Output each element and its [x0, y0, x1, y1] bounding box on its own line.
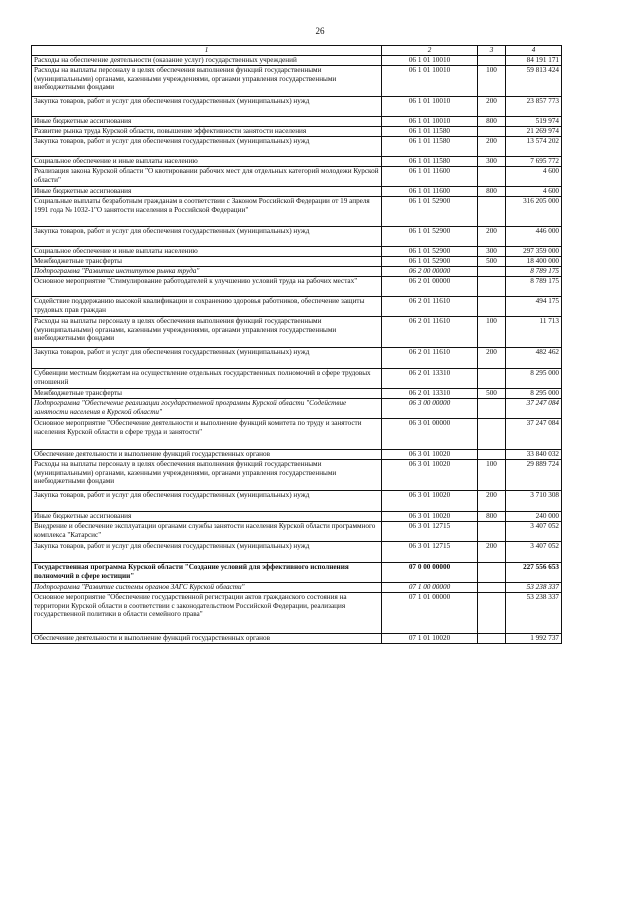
- table-row: [32, 634, 562, 644]
- table-row: [32, 450, 562, 460]
- row-code-cell: 06 2 01 13310: [382, 369, 478, 389]
- row-name-cell: Расходы на выплаты персоналу в целях обеспечения выполнения функций государственными (муниципальными) органами, казенными учреждениями, органами управления государственными внебюджетными фондами: [32, 66, 382, 97]
- row-amount-cell: 494 175: [506, 297, 562, 317]
- row-kind-cell: 200: [478, 227, 506, 247]
- row-name-cell: Внедрение и обеспечение эксплуатации органами службы занятости населения Курской области программного комплекса "Катарсис": [32, 522, 382, 542]
- row-code-cell: 06 1 01 10010: [382, 97, 478, 117]
- row-amount-cell: 53 238 337: [506, 583, 562, 593]
- row-amount-cell: 18 400 000: [506, 257, 562, 267]
- row-amount-cell: 297 359 000: [506, 247, 562, 257]
- row-code-cell: 06 3 01 10020: [382, 460, 478, 491]
- row-amount-cell: 482 462: [506, 348, 562, 369]
- row-name-cell: Социальное обеспечение и иные выплаты населению: [32, 157, 382, 167]
- row-kind-cell: 200: [478, 491, 506, 512]
- row-amount-cell: 84 191 171: [506, 56, 562, 66]
- row-amount-cell: 7 695 772: [506, 157, 562, 167]
- row-code-cell: 06 1 01 11600: [382, 187, 478, 197]
- row-amount-cell: 37 247 084: [506, 399, 562, 419]
- table-row: [32, 127, 562, 137]
- row-kind-cell: [478, 167, 506, 187]
- row-code-cell: 06 1 01 52900: [382, 257, 478, 267]
- row-amount-cell: 4 600: [506, 187, 562, 197]
- row-kind-cell: [478, 127, 506, 137]
- row-code-cell: 06 2 01 11610: [382, 317, 478, 348]
- table-row: [32, 157, 562, 167]
- table-row: [32, 389, 562, 399]
- row-kind-cell: [478, 419, 506, 450]
- row-kind-cell: [478, 277, 506, 297]
- row-kind-cell: [478, 583, 506, 593]
- table-row: [32, 277, 562, 297]
- row-name-cell: Межбюджетные трансферты: [32, 257, 382, 267]
- row-kind-cell: 800: [478, 117, 506, 127]
- row-amount-cell: 316 205 000: [506, 197, 562, 227]
- row-code-cell: 06 1 01 10010: [382, 56, 478, 66]
- row-amount-cell: 519 974: [506, 117, 562, 127]
- row-kind-cell: [478, 297, 506, 317]
- row-kind-cell: 500: [478, 257, 506, 267]
- row-amount-cell: 11 713: [506, 317, 562, 348]
- row-code-cell: 07 1 01 10020: [382, 634, 478, 644]
- row-amount-cell: 37 247 084: [506, 419, 562, 450]
- row-name-cell: Закупка товаров, работ и услуг для обеспечения государственных (муниципальных) нужд: [32, 348, 382, 369]
- row-code-cell: 06 3 01 12715: [382, 542, 478, 563]
- row-name-cell: Обеспечение деятельности и выполнение функций государственных органов: [32, 634, 382, 644]
- row-code-cell: 06 1 01 10010: [382, 117, 478, 127]
- column-header-amount: 4: [506, 46, 562, 56]
- row-kind-cell: 200: [478, 97, 506, 117]
- row-kind-cell: 100: [478, 66, 506, 97]
- row-name-cell: Основное мероприятие "Обеспечение государственной регистрации актов гражданского состояния на территории Курской области в соответствии с законодательством Российской Федерации, реализация государственной политики в области семейного права": [32, 593, 382, 634]
- table-row: [32, 167, 562, 187]
- row-name-cell: Иные бюджетные ассигнования: [32, 117, 382, 127]
- row-name-cell: Государственная программа Курской области "Создание условий для эффективного исполнения полномочий в сфере юстиции": [32, 563, 382, 583]
- row-kind-cell: 300: [478, 247, 506, 257]
- row-kind-cell: [478, 634, 506, 644]
- table-row: [32, 247, 562, 257]
- table-row: [32, 512, 562, 522]
- row-code-cell: 06 3 00 00000: [382, 399, 478, 419]
- table-row: [32, 460, 562, 491]
- row-kind-cell: 300: [478, 157, 506, 167]
- row-kind-cell: 100: [478, 317, 506, 348]
- table-row: [32, 137, 562, 157]
- table-row: [32, 197, 562, 227]
- column-header-code: 2: [382, 46, 478, 56]
- row-code-cell: 06 1 01 52900: [382, 197, 478, 227]
- row-amount-cell: 3 407 052: [506, 522, 562, 542]
- row-amount-cell: 227 556 653: [506, 563, 562, 583]
- row-kind-cell: 200: [478, 137, 506, 157]
- row-kind-cell: [478, 56, 506, 66]
- row-code-cell: 06 1 01 11580: [382, 127, 478, 137]
- row-name-cell: Основное мероприятие "Стимулирование работодателей к улучшению условий труда на рабочих местах": [32, 277, 382, 297]
- row-amount-cell: 33 840 032: [506, 450, 562, 460]
- row-name-cell: Подпрограмма "Развитие институтов рынка труда": [32, 267, 382, 277]
- row-kind-cell: [478, 450, 506, 460]
- row-name-cell: Закупка товаров, работ и услуг для обеспечения государственных (муниципальных) нужд: [32, 491, 382, 512]
- row-code-cell: 06 3 01 10020: [382, 491, 478, 512]
- table-row: [32, 56, 562, 66]
- table-row: [32, 522, 562, 542]
- row-kind-cell: [478, 593, 506, 634]
- row-name-cell: Расходы на выплаты персоналу в целях обеспечения выполнения функций государственными (муниципальными) органами, казенными учреждениями, органами управления государственными внебюджетными фондами: [32, 460, 382, 491]
- row-kind-cell: [478, 563, 506, 583]
- row-name-cell: Реализация закона Курской области "О квотировании рабочих мест для отдельных категорий молодежи Курской области": [32, 167, 382, 187]
- row-code-cell: 06 3 01 12715: [382, 522, 478, 542]
- row-amount-cell: 3 710 308: [506, 491, 562, 512]
- table-row: [32, 419, 562, 450]
- table-row: [32, 97, 562, 117]
- row-amount-cell: 13 574 202: [506, 137, 562, 157]
- row-code-cell: 06 1 01 10010: [382, 66, 478, 97]
- row-kind-cell: [478, 369, 506, 389]
- row-code-cell: 06 2 01 13310: [382, 389, 478, 399]
- row-code-cell: 06 1 01 11600: [382, 167, 478, 187]
- table-row: [32, 227, 562, 247]
- row-amount-cell: 446 000: [506, 227, 562, 247]
- column-header-name: 1: [32, 46, 382, 56]
- table-row: [32, 542, 562, 563]
- row-name-cell: Закупка товаров, работ и услуг для обеспечения государственных (муниципальных) нужд: [32, 97, 382, 117]
- row-name-cell: Субвенции местным бюджетам на осуществление отдельных государственных полномочий в сфере трудовых отношений: [32, 369, 382, 389]
- row-code-cell: 06 2 01 11610: [382, 348, 478, 369]
- table-row: [32, 117, 562, 127]
- row-code-cell: 06 1 01 11580: [382, 157, 478, 167]
- table-row: [32, 187, 562, 197]
- table-row: [32, 399, 562, 419]
- row-amount-cell: 3 407 052: [506, 542, 562, 563]
- row-kind-cell: [478, 399, 506, 419]
- row-name-cell: Расходы на выплаты персоналу в целях обеспечения выполнения функций государственными (муниципальными) органами, казенными учреждениями, органами управления государственными внебюджетными фондами: [32, 317, 382, 348]
- row-name-cell: Закупка товаров, работ и услуг для обеспечения государственных (муниципальных) нужд: [32, 137, 382, 157]
- table-row: [32, 257, 562, 267]
- table-row: [32, 563, 562, 583]
- table-row: [32, 593, 562, 634]
- page-number: 26: [315, 26, 325, 36]
- table-row: [32, 491, 562, 512]
- row-code-cell: 07 0 00 00000: [382, 563, 478, 583]
- row-name-cell: Межбюджетные трансферты: [32, 389, 382, 399]
- row-amount-cell: 8 789 175: [506, 277, 562, 297]
- row-code-cell: 06 2 00 00000: [382, 267, 478, 277]
- row-name-cell: Закупка товаров, работ и услуг для обеспечения государственных (муниципальных) нужд: [32, 227, 382, 247]
- row-code-cell: 06 3 01 10020: [382, 512, 478, 522]
- row-code-cell: 06 3 01 00000: [382, 419, 478, 450]
- row-code-cell: 06 2 01 11610: [382, 297, 478, 317]
- row-name-cell: Содействие поддержанию высокой квалификации и сохранению здоровья работников, обеспечение защиты трудовых прав граждан: [32, 297, 382, 317]
- row-name-cell: Закупка товаров, работ и услуг для обеспечения государственных (муниципальных) нужд: [32, 542, 382, 563]
- row-code-cell: 06 3 01 10020: [382, 450, 478, 460]
- row-kind-cell: 200: [478, 542, 506, 563]
- row-kind-cell: 200: [478, 348, 506, 369]
- row-code-cell: 06 1 01 11580: [382, 137, 478, 157]
- table-row: [32, 317, 562, 348]
- row-kind-cell: 800: [478, 187, 506, 197]
- row-kind-cell: [478, 197, 506, 227]
- row-name-cell: Подпрограмма "Развитие системы органов ЗАГС Курской области": [32, 583, 382, 593]
- row-code-cell: 06 1 01 52900: [382, 227, 478, 247]
- row-kind-cell: 800: [478, 512, 506, 522]
- row-code-cell: 06 1 01 52900: [382, 247, 478, 257]
- table-row: [32, 583, 562, 593]
- row-kind-cell: [478, 267, 506, 277]
- table-row: [32, 297, 562, 317]
- row-amount-cell: 1 992 737: [506, 634, 562, 644]
- table-row: [32, 348, 562, 369]
- row-amount-cell: 59 813 424: [506, 66, 562, 97]
- table-row: [32, 66, 562, 97]
- row-name-cell: Расходы на обеспечение деятельности (оказание услуг) государственных учреждений: [32, 56, 382, 66]
- row-amount-cell: 53 238 337: [506, 593, 562, 634]
- row-name-cell: Социальные выплаты безработным гражданам в соответствии с Законом Российской Федерации от 19 апреля 1991 года № 1032-1"О занятости населения в Российской Федерации": [32, 197, 382, 227]
- row-name-cell: Обеспечение деятельности и выполнение функций государственных органов: [32, 450, 382, 460]
- row-amount-cell: 8 295 000: [506, 389, 562, 399]
- row-name-cell: Иные бюджетные ассигнования: [32, 187, 382, 197]
- row-amount-cell: 21 269 974: [506, 127, 562, 137]
- row-name-cell: Социальное обеспечение и иные выплаты населению: [32, 247, 382, 257]
- row-amount-cell: 8 295 000: [506, 369, 562, 389]
- budget-table: [31, 45, 562, 644]
- row-kind-cell: [478, 522, 506, 542]
- column-header-kind: 3: [478, 46, 506, 56]
- row-code-cell: 07 1 00 00000: [382, 583, 478, 593]
- row-kind-cell: 100: [478, 460, 506, 491]
- row-code-cell: 07 1 01 00000: [382, 593, 478, 634]
- row-amount-cell: 23 857 773: [506, 97, 562, 117]
- row-name-cell: Подпрограмма "Обеспечение реализации государственной программы Курской области "Содействие занятости населения в Курской области": [32, 399, 382, 419]
- table-header-row: [32, 46, 562, 56]
- row-amount-cell: 4 600: [506, 167, 562, 187]
- row-name-cell: Основное мероприятие "Обеспечение деятельности и выполнение функций комитета по труду и занятости населения Курской области в сфере труда и занятости": [32, 419, 382, 450]
- row-amount-cell: 8 789 175: [506, 267, 562, 277]
- row-code-cell: 06 2 01 00000: [382, 277, 478, 297]
- row-name-cell: Развитие рынка труда Курской области, повышение эффективности занятости населения: [32, 127, 382, 137]
- table-row: [32, 369, 562, 389]
- row-amount-cell: 240 000: [506, 512, 562, 522]
- row-name-cell: Иные бюджетные ассигнования: [32, 512, 382, 522]
- table-row: [32, 267, 562, 277]
- row-amount-cell: 29 889 724: [506, 460, 562, 491]
- row-kind-cell: 500: [478, 389, 506, 399]
